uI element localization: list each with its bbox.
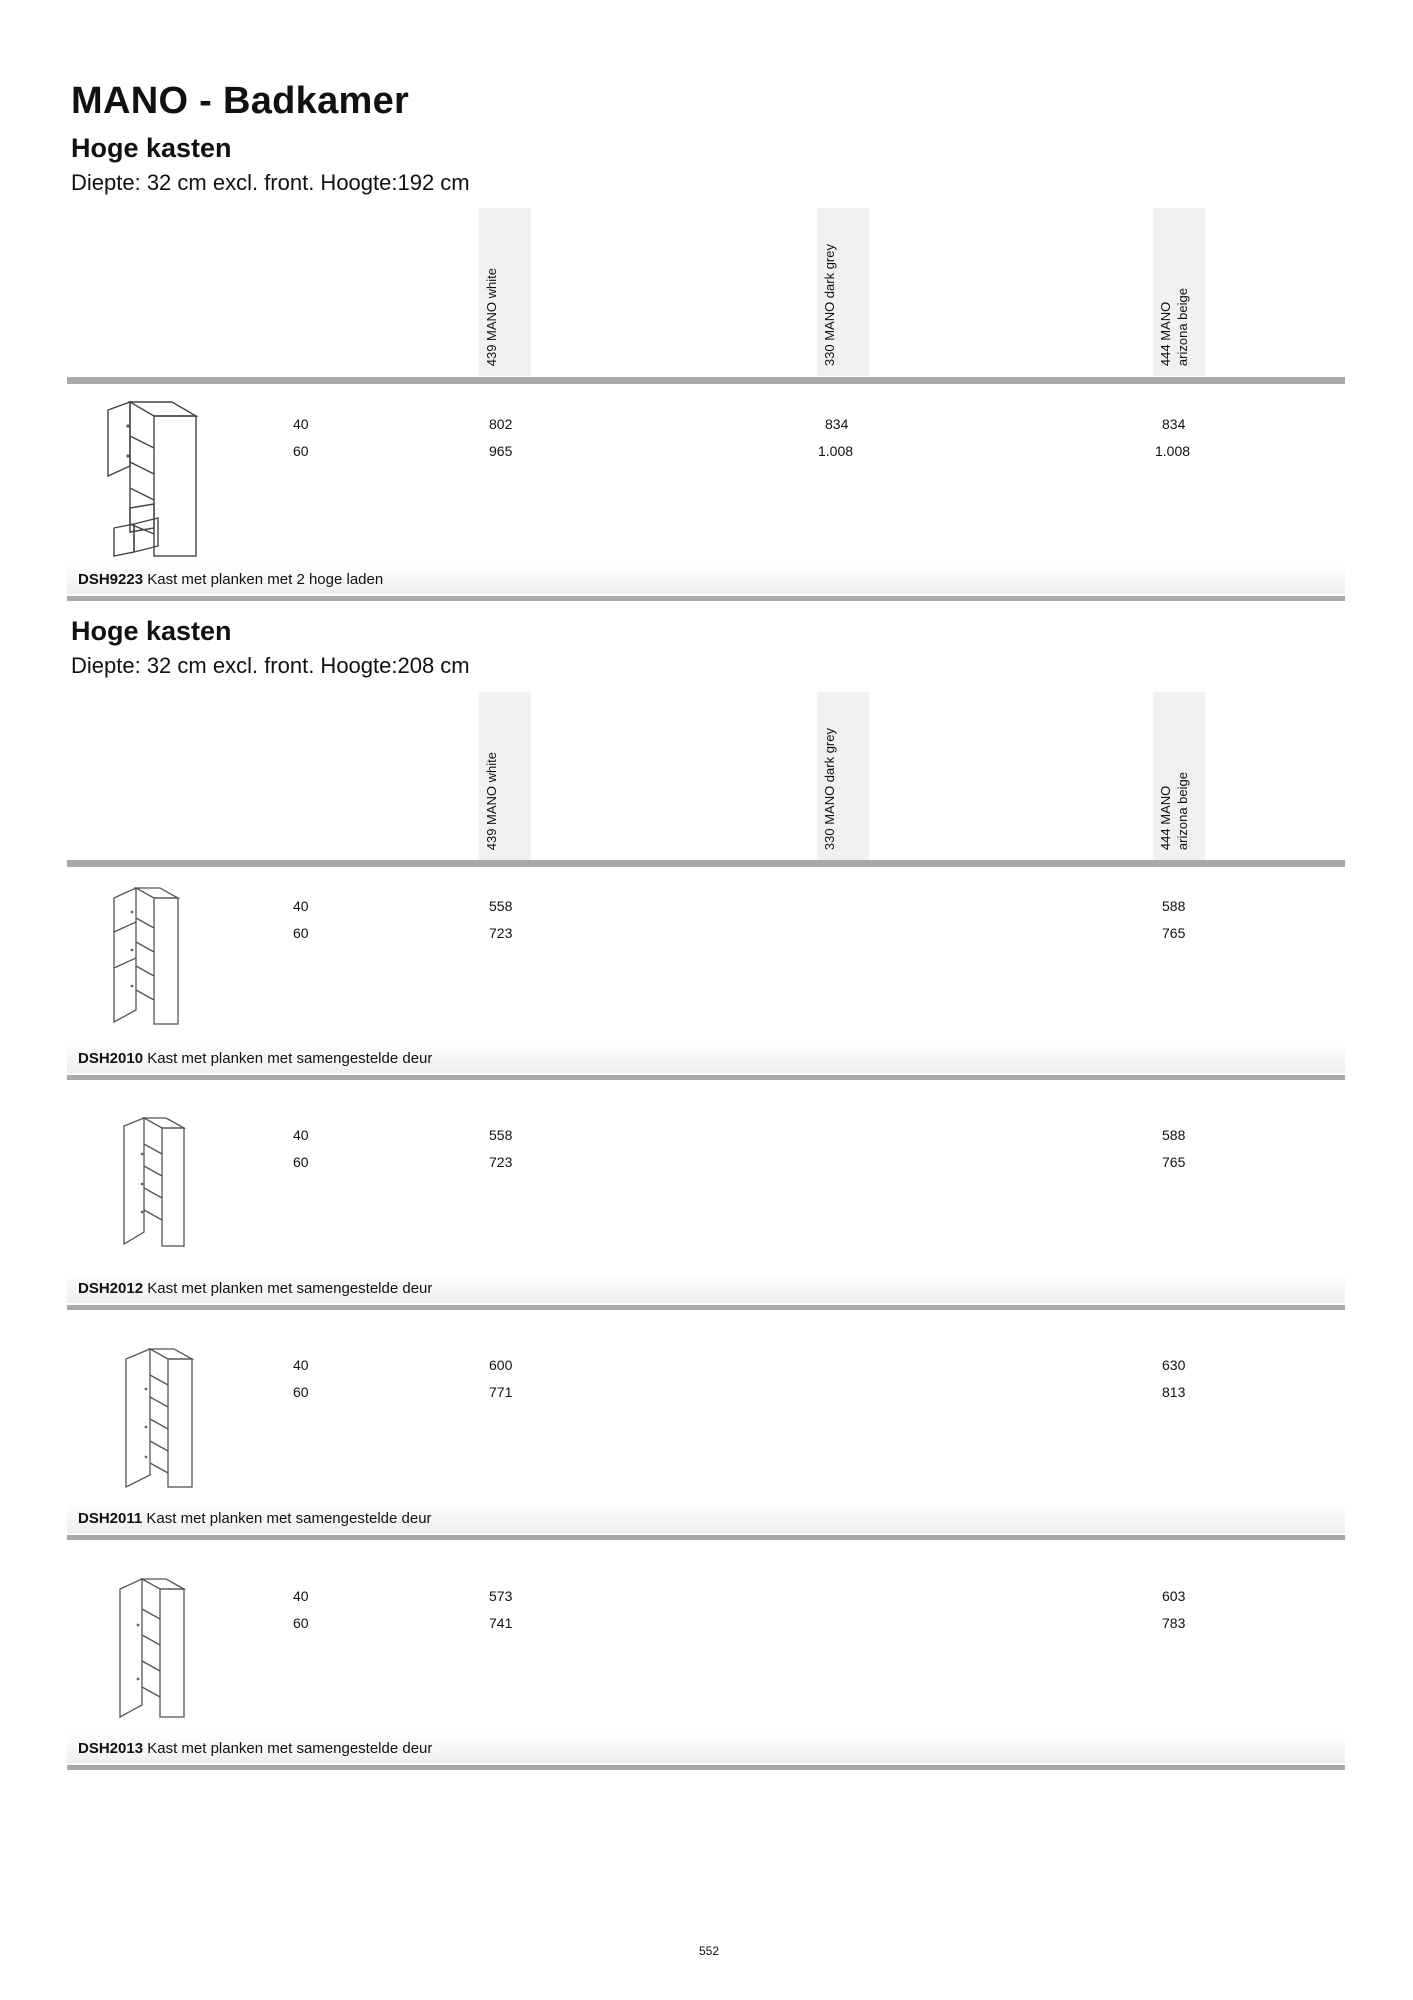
width-cell: 60 (293, 1615, 309, 1631)
price-arizona-beige: 588 (1162, 1127, 1186, 1143)
product-rule (67, 1765, 1345, 1770)
product-rule (67, 596, 1345, 601)
column-header-label: 330 MANO dark grey (822, 727, 837, 850)
cabinet-drawers-illustration (100, 396, 200, 561)
cabinet-shelves-illustration (120, 1345, 200, 1495)
product-code: DSH2010 (78, 1050, 144, 1067)
price-arizona-beige: 783 (1162, 1615, 1186, 1631)
width-cell: 40 (293, 1588, 309, 1604)
width-cell: 60 (293, 443, 309, 459)
price-arizona-beige: 765 (1162, 925, 1186, 941)
price-white: 771 (489, 1384, 513, 1400)
price-white: 802 (489, 416, 513, 432)
product-description: Kast met planken met samengestelde deur (147, 1050, 433, 1067)
price-arizona-beige: 630 (1162, 1357, 1186, 1373)
price-arizona-beige: 588 (1162, 898, 1186, 914)
product-label-band (67, 1733, 1345, 1763)
price-arizona-beige: 1.008 (1155, 443, 1191, 459)
product-label (78, 1050, 432, 1067)
product-rule (67, 1535, 1345, 1540)
product-label-band (67, 1503, 1345, 1533)
price-white: 573 (489, 1588, 513, 1604)
header-rule (67, 860, 1345, 867)
product-description: Kast met planken met samengestelde deur (147, 1280, 433, 1297)
product-label (78, 1280, 432, 1297)
price-white: 723 (489, 1154, 513, 1170)
column-header-white (479, 208, 531, 376)
product-rule (67, 1305, 1345, 1310)
page-number: 552 (699, 1944, 720, 1958)
product-description: Kast met planken met samengestelde deur (147, 1740, 433, 1757)
product-code: DSH2012 (78, 1280, 144, 1297)
column-header-label: 330 MANO dark grey (822, 243, 837, 366)
price-arizona-beige: 813 (1162, 1384, 1186, 1400)
column-header-dark-grey (817, 208, 869, 376)
price-white: 558 (489, 898, 513, 914)
column-header-label: 444 MANO arizona beige (1158, 287, 1190, 366)
product-rule (67, 1075, 1345, 1080)
product-description: Kast met planken met 2 hoge laden (147, 571, 384, 588)
product-label (78, 1740, 432, 1757)
product-label-band (67, 1273, 1345, 1303)
product-description: Kast met planken met samengestelde deur (146, 1510, 432, 1527)
width-cell: 40 (293, 416, 309, 432)
column-header-arizona-beige (1153, 692, 1205, 860)
price-white: 600 (489, 1357, 513, 1373)
width-cell: 40 (293, 1127, 309, 1143)
width-cell: 40 (293, 898, 309, 914)
header-rule (67, 377, 1345, 384)
product-label-band (67, 1043, 1345, 1073)
product-label (78, 1510, 432, 1527)
cabinet-shelves-illustration (108, 884, 188, 1029)
price-dark-grey: 1.008 (818, 443, 854, 459)
price-white: 558 (489, 1127, 513, 1143)
width-cell: 60 (293, 1154, 309, 1170)
product-label-band (67, 564, 1345, 594)
price-white: 741 (489, 1615, 513, 1631)
column-header-white (479, 692, 531, 860)
section-1-heading: Hoge kasten (71, 133, 232, 163)
cabinet-shelves-illustration (114, 1575, 194, 1725)
price-arizona-beige: 765 (1162, 1154, 1186, 1170)
width-cell: 60 (293, 1384, 309, 1400)
column-header-label: 444 MANO arizona beige (1158, 771, 1190, 850)
price-arizona-beige: 834 (1162, 416, 1186, 432)
price-dark-grey: 834 (825, 416, 849, 432)
width-cell: 60 (293, 925, 309, 941)
cabinet-shelves-illustration (118, 1114, 198, 1254)
column-header-dark-grey (817, 692, 869, 860)
page-title: MANO - Badkamer (71, 80, 410, 122)
width-cell: 40 (293, 1357, 309, 1373)
section-2-subheading: Diepte: 32 cm excl. front. Hoogte:208 cm (71, 653, 470, 678)
product-code: DSH9223 (78, 571, 144, 588)
product-code: DSH2011 (78, 1510, 143, 1527)
product-label (78, 571, 383, 588)
price-white: 965 (489, 443, 513, 459)
price-white: 723 (489, 925, 513, 941)
column-header-label: 439 MANO white (484, 751, 499, 850)
section-2-heading: Hoge kasten (71, 616, 232, 646)
price-arizona-beige: 603 (1162, 1588, 1186, 1604)
section-1-subheading: Diepte: 32 cm excl. front. Hoogte:192 cm (71, 170, 470, 195)
product-code: DSH2013 (78, 1740, 144, 1757)
column-header-label: 439 MANO white (484, 267, 499, 366)
column-header-arizona-beige (1153, 208, 1205, 376)
